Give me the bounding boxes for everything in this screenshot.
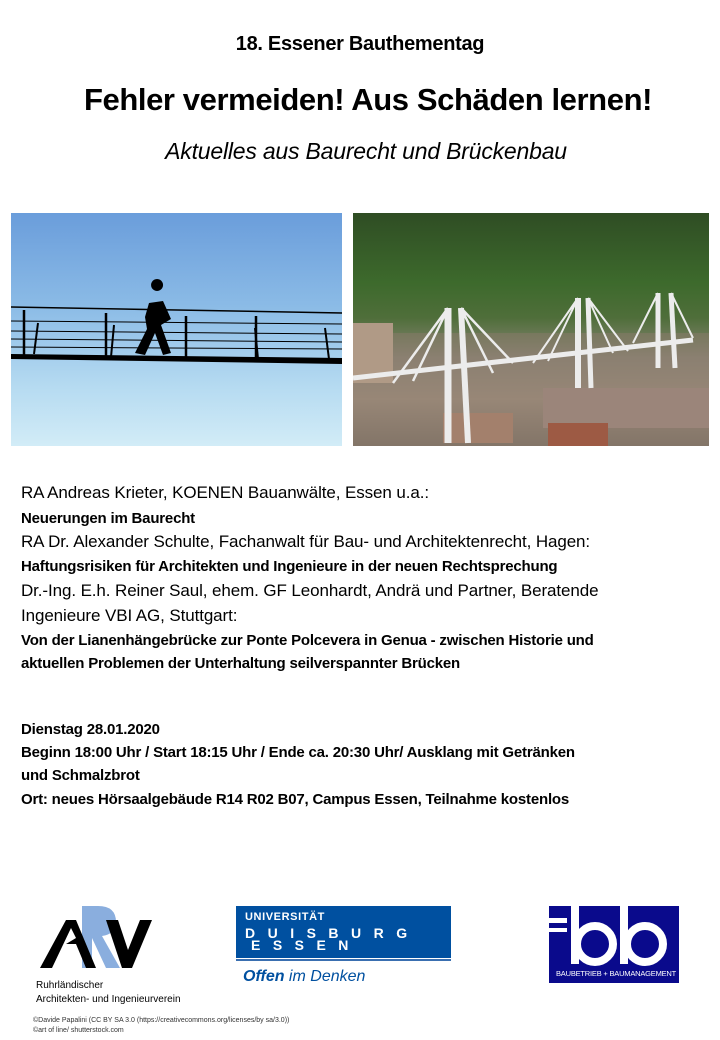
speaker-3-topic-line2: aktuellen Problemen der Unterhaltung seilverspannter Brücken — [21, 655, 460, 672]
arv-logo-icon — [36, 904, 156, 974]
speaker-1-name: RA Andreas Krieter, KOENEN Bauanwälte, Essen u.a.: — [21, 483, 429, 502]
page-title: Fehler vermeiden! Aus Schäden lernen! — [83, 82, 653, 117]
ude-logo — [236, 906, 451, 958]
event-location: Ort: neues Hörsaalgebäude R14 R02 B07, Campus Essen, Teilnahme kostenlos — [21, 791, 570, 808]
arv-caption-line1: Ruhrländischer — [36, 980, 104, 991]
event-times-line2: und Schmalzbrot — [21, 767, 140, 784]
arv-logo — [36, 904, 156, 974]
speaker-3-name-line2: Ingenieure VBI AG, Stuttgart: — [21, 606, 238, 625]
credit-line2: ©art of line/ shutterstock.com — [33, 1027, 124, 1034]
ibb-logo — [549, 906, 679, 983]
image-credits — [33, 1016, 289, 1036]
cable-stayed-bridge-icon — [353, 213, 709, 446]
speaker-2-topic: Haftungsrisiken für Architekten und Ingenieure in der neuen Rechtsprechung — [21, 558, 558, 575]
ibb-tagline: BAUBETRIEB + BAUMANAGEMENT — [556, 969, 677, 978]
genoa-bridge-photo — [353, 213, 709, 446]
arv-caption-line2: Architekten- und Ingenieurverein — [36, 994, 181, 1005]
ude-claim-bold: Offen — [243, 968, 285, 985]
credit-line1: ©Davide Papalini (CC BY SA 3.0 (https://creativecommons.org/licenses/by sa/3.0)) — [33, 1017, 290, 1024]
speaker-3-name-line1: Dr.-Ing. E.h. Reiner Saul, ehem. GF Leonhardt, Andrä und Partner, Beratende — [21, 581, 599, 600]
speaker-1-topic: Neuerungen im Baurecht — [21, 510, 195, 527]
suspension-bridge-image — [11, 213, 342, 446]
bridge-silhouette-icon — [11, 213, 342, 446]
event-date: Dienstag 28.01.2020 — [21, 721, 160, 738]
ude-logo-line3: E S S E N — [251, 937, 353, 953]
ude-logo-line2: D U I S B U R G — [245, 925, 412, 941]
speaker-2-name: RA Dr. Alexander Schulte, Fachanwalt für Bau- und Architektenrecht, Hagen: — [21, 532, 591, 551]
page-subtitle: Aktuelles aus Baurecht und Brückenbau — [165, 138, 567, 164]
ude-claim-rest: im Denken — [284, 968, 366, 985]
event-series-title: 18. Essener Bauthementag — [235, 33, 485, 55]
ude-logo-line1: UNIVERSITÄT — [245, 911, 325, 923]
ibb-logo-icon — [549, 906, 679, 966]
ude-claim — [243, 968, 365, 986]
event-times-line1: Beginn 18:00 Uhr / Start 18:15 Uhr / Ende ca. 20:30 Uhr/ Ausklang mit Getränken — [21, 744, 575, 761]
speaker-3-topic-line1: Von der Lianenhängebrücke zur Ponte Polcevera in Genua - zwischen Historie und — [21, 632, 594, 649]
ude-logo-divider — [236, 959, 451, 961]
arv-caption — [36, 979, 181, 1007]
